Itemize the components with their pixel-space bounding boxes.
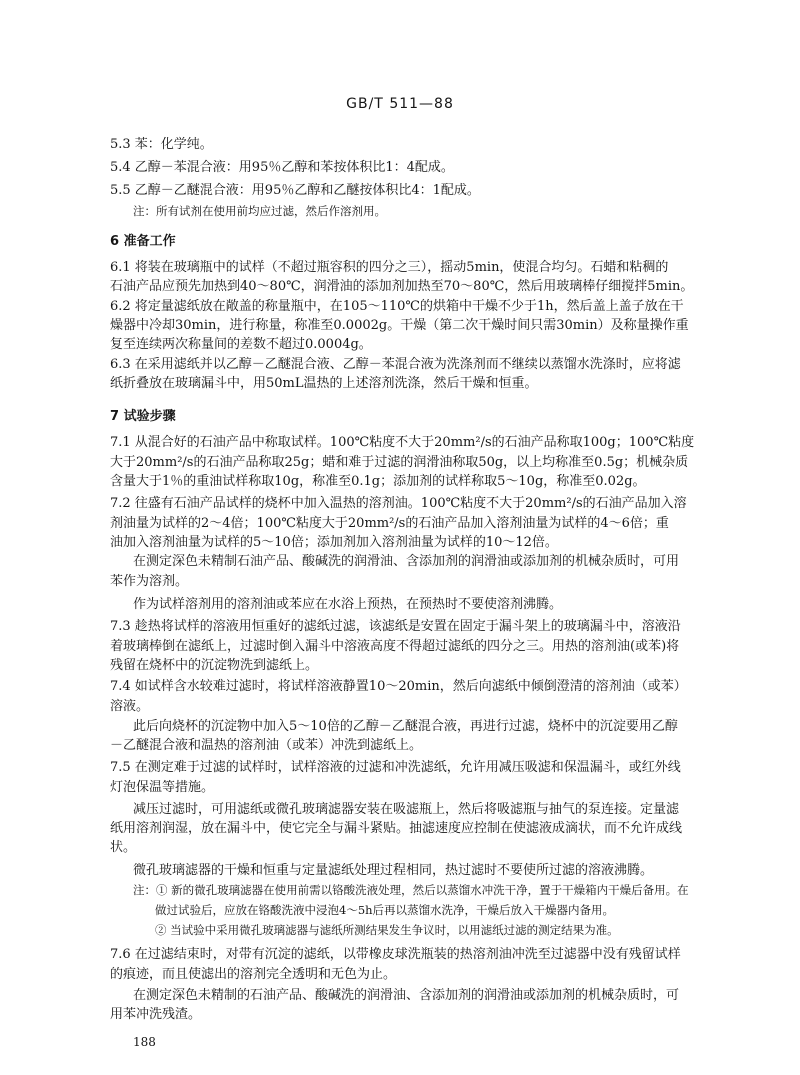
text-line: 残留在烧杯中的沉淀物洗到滤纸上。 <box>110 658 319 673</box>
text-line: 6.2 将定量滤纸放在敞盖的称量瓶中，在105～110℃的烘箱中干燥不少于1h，然后盖上盖子放在干 <box>110 299 684 314</box>
text-line: 纸用溶剂润湿，放在漏斗中，使它完全与漏斗紧贴。抽滤速度应控制在使滤液成滴状，而不允许成线 <box>110 821 683 836</box>
text-line: 复至连续两次称量间的差数不超过0.0004g。 <box>110 337 372 352</box>
text-line: 7.5 在测定难于过滤的试样时，试样溶液的过滤和冲洗滤纸，允许用减压吸滤和保温漏斗，或红外线 <box>110 760 681 775</box>
section-heading: 6 准备工作 <box>110 234 176 249</box>
text-line: 7.2 往盛有石油产品试样的烧杯中加入温热的溶剂油。100℃粘度不大于20mm²/s的石油产品加入溶 <box>110 496 687 511</box>
text-line: 7.6 在过滤结束时，对带有沉淀的滤纸，以带橡皮球洗瓶装的热溶剂油冲洗至过滤器中没有残留试样 <box>110 947 681 962</box>
text-line: 纸折叠放在玻璃漏斗中，用50mL温热的上述溶剂洗涤，然后干燥和恒重。 <box>110 376 538 391</box>
text-line: －乙醚混合液和温热的溶剂油（或苯）冲洗到滤纸上。 <box>110 738 423 753</box>
note-line: 做过试验后，应放在铬酸洗液中浸泡4～5h后再以蒸馏水洗净，干燥后放入干燥器内备用。 <box>155 903 615 917</box>
text-line: 减压过滤时，可用滤纸或微孔玻璃滤器安装在吸滤瓶上，然后将吸滤瓶与抽气的泵连接。定量滤 <box>133 802 680 817</box>
note-line: 注：所有试剂在使用前均应过滤，然后作溶剂用。 <box>133 204 386 218</box>
note-line: 注：① 新的微孔玻璃滤器在使用前需以铬酸洗液处理，然后以蒸馏水冲洗干净，置于干燥箱内干燥后备用。在 <box>133 883 689 897</box>
text-line: 苯作为溶剂。 <box>110 574 189 589</box>
text-line: 7.3 趁热将试样的溶液用恒重好的滤纸过滤，该滤纸是安置在固定于漏斗架上的玻璃漏斗中，溶液沿 <box>110 619 681 634</box>
text-line: 5.4 乙醇－苯混合液：用95％乙醇和苯按体积比1：4配成。 <box>110 160 454 175</box>
text-line: 在测定深色未精制石油产品、酸碱洗的润滑油、含添加剂的润滑油或添加剂的机械杂质时，可用 <box>133 554 680 569</box>
text-line: 状。 <box>110 840 137 855</box>
text-line: 含量大于1％的重油试样称取10g，称准至0.1g；添加剂的试样称取5～10g，称准至0.02g。 <box>110 474 646 489</box>
text-line: 7.1 从混合好的石油产品中称取试样。100℃粘度不大于20mm²/s的石油产品称取100g；100℃粘度 <box>110 435 695 450</box>
text-line: 大于20mm²/s的石油产品称取25g；蜡和难于过滤的润滑油称取50g，以上均称准至0.5g；机械杂质 <box>110 455 689 470</box>
text-line: 5.3 苯：化学纯。 <box>110 137 213 152</box>
text-line: 作为试样溶剂用的溶剂油或苯应在水浴上预热，在预热时不要使溶剂沸腾。 <box>133 597 563 612</box>
text-line: 溶液。 <box>110 699 150 714</box>
text-line: 剂油量为试样的2～4倍；100℃粘度大于20mm²/s的石油产品加入溶剂油量为试样的4～6倍；重 <box>110 516 669 531</box>
text-line: 着玻璃棒倒在滤纸上，过滤时倒入漏斗中溶液高度不得超过滤纸的四分之三。用热的溶剂油(或苯)将 <box>110 639 680 654</box>
text-line: 燥器中冷却30min，进行称量，称准至0.0002g。干燥（第二次干燥时间只需30min）及称量操作重 <box>110 318 689 333</box>
text-line: 的痕迹，而且使滤出的溶剂完全透明和无色为止。 <box>110 967 397 982</box>
text-line: 6.3 在采用滤纸并以乙醇－乙醚混合液、乙醇－苯混合液为洗涤剂而不继续以蒸馏水洗涤时，应将滤 <box>110 357 681 372</box>
text-line: 灯泡保温等措施。 <box>110 780 215 795</box>
section-heading: 7 试验步骤 <box>110 409 176 424</box>
text-line: 此后向烧杯的沉淀物中加入5～10倍的乙醇－乙醚混合液，再进行过滤，烧杯中的沉淀要用乙醇 <box>133 719 678 734</box>
standard-number-header: GB/T 511—88 <box>346 96 454 112</box>
text-line: 石油产品应预先加热到40～80℃，润滑油的添加剂加热至70～80℃，然后用玻璃棒仔细搅拌5min。 <box>110 279 694 294</box>
text-line: 5.5 乙醇－乙醚混合液：用95％乙醇和乙醚按体积比4：1配成。 <box>110 183 480 198</box>
page-number: 188 <box>133 1035 156 1049</box>
text-line: 油加入溶剂油量为试样的5～10倍；添加剂加入溶剂油量为试样的10～12倍。 <box>110 535 558 550</box>
text-line: 微孔玻璃滤器的干燥和恒重与定量滤纸处理过程相同，热过滤时不要使所过滤的溶液沸腾。 <box>133 863 654 878</box>
text-line: 6.1 将装在玻璃瓶中的试样（不超过瓶容积的四分之三），摇动5min，使混合均匀。石蜡和粘稠的 <box>110 260 669 275</box>
text-line: 用苯冲洗残渣。 <box>110 1007 202 1022</box>
text-line: 7.4 如试样含水较难过滤时，将试样溶液静置10～20min，然后向滤纸中倾倒澄清的溶剂油（或苯） <box>110 679 687 694</box>
note-line: ② 当试验中采用微孔玻璃滤器与滤纸所测结果发生争议时，以用滤纸过滤的测定结果为准。 <box>155 923 619 937</box>
text-line: 在测定深色未精制的石油产品、酸碱洗的润滑油、含添加剂的润滑油或添加剂的机械杂质时，可 <box>133 988 680 1003</box>
